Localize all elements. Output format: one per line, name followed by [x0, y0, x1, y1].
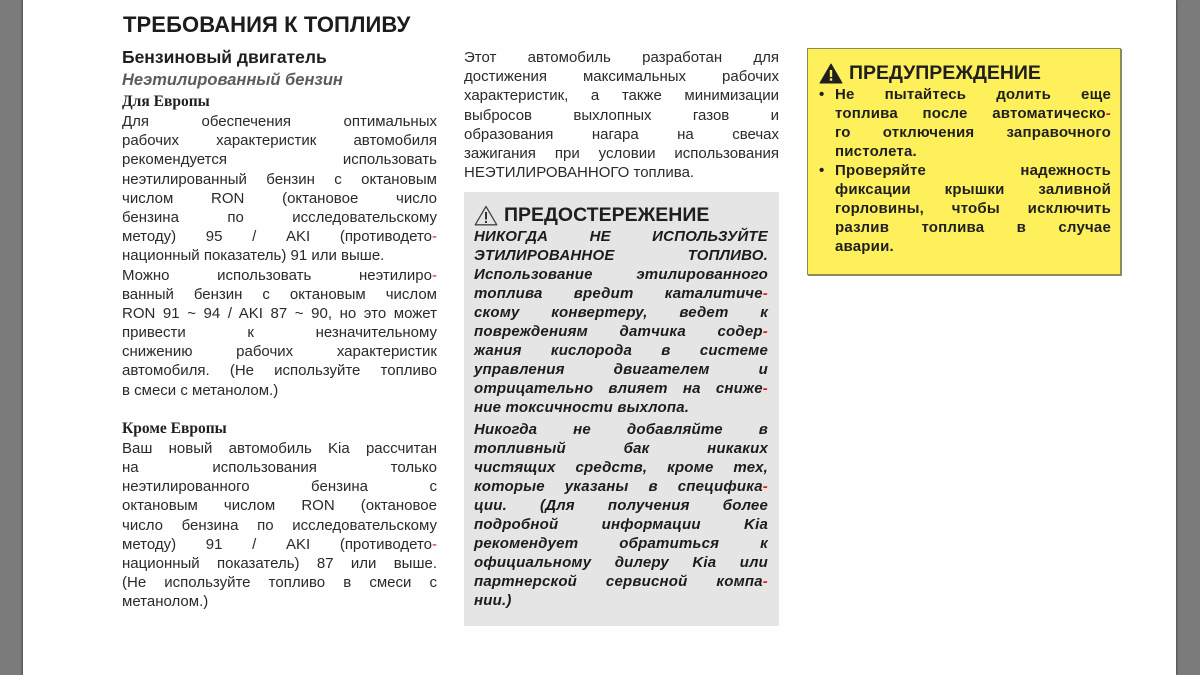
- heading-for-europe: Для Европы: [122, 93, 210, 110]
- caution-title-text: ПРЕДОСТЕРЕЖЕНИЕ: [504, 204, 710, 226]
- text-line: НИКОГДА НЕ ИСПОЛЬЗУЙТЕ: [474, 228, 768, 245]
- text-line: рабочих характеристик автомобиля: [122, 132, 437, 150]
- text-line-hyphenated: методу) 95 / AKI (противодето -: [122, 228, 437, 246]
- text-line: Не пытайтесь долить еще: [835, 86, 1111, 103]
- text-line: Проверяйте надежность: [835, 162, 1111, 179]
- text-line-hyphenated: Можно использовать неэтилиро -: [122, 266, 437, 284]
- intro-paragraph: [464, 48, 779, 182]
- text-line-hyphenated: топлива вредит каталитиче -: [474, 285, 768, 302]
- text-line: топливный бак никаких: [474, 440, 768, 457]
- text-line: в смеси с метанолом.): [122, 381, 279, 399]
- text-line: неэтилированный бензин с октановым: [122, 170, 437, 188]
- europe-paragraph-2: [122, 266, 437, 400]
- text-line: октановым числом RON (октановое: [122, 497, 437, 515]
- text-line: RON 91 ~ 94 / AKI 87 ~ 90, но это может: [122, 304, 437, 322]
- text-line: Этот автомобиль разработан для: [464, 49, 779, 66]
- section-heading-gasoline-engine: Бензиновый двигатель: [122, 47, 327, 67]
- text-line: ции. (Для получения более: [474, 497, 768, 514]
- text-line: число бензина по исследовательскому: [122, 516, 437, 534]
- text-line: горловины, чтобы исключить: [835, 200, 1111, 217]
- text-line: рекомендует обратиться к: [474, 535, 768, 552]
- text-line: нии.): [474, 592, 512, 609]
- text-line: числом RON (октановое число: [122, 189, 437, 207]
- middle-column: [464, 48, 779, 182]
- text-line: выбросов выхлопных газов и: [464, 106, 779, 124]
- caution-paragraph-2: [474, 420, 768, 610]
- text-line: НЕЭТИЛИРОВАННОГО топлива.: [464, 164, 695, 182]
- hyphen-mark: -: [762, 323, 768, 340]
- heading-outside-europe: Кроме Европы: [122, 419, 227, 437]
- warning-title-text: ПРЕДУПРЕЖДЕНИЕ: [849, 62, 1041, 84]
- text-line: официальному дилеру Kia или: [474, 554, 768, 571]
- text-line: разлив топлива в случае: [835, 219, 1111, 236]
- text-line-hyphenated: топлива после автоматическо -: [835, 105, 1111, 122]
- text-line-hyphenated: методу) 91 / AKI (противодето -: [122, 535, 437, 553]
- hyphen-mark: -: [762, 380, 768, 397]
- hyphen-mark: -: [432, 535, 437, 553]
- text-line: автомобиля. (Не используйте топливо: [122, 362, 437, 380]
- subheading-unleaded-gasoline: Неэтилированный бензин: [122, 71, 343, 89]
- text-line: Ваш новый автомобиль Kia рассчитан: [122, 439, 437, 457]
- text-line-hyphenated: которые указаны в специфика -: [474, 478, 768, 495]
- text-line: Использование этилированного: [474, 266, 768, 283]
- left-column: [122, 46, 437, 612]
- text-line: фиксации крышки заливной: [835, 181, 1111, 198]
- text-line: рекомендуется использовать: [122, 151, 437, 169]
- bullet-dot: •: [819, 86, 825, 103]
- caution-box: [464, 192, 779, 626]
- text-line: ЭТИЛИРОВАННОЕ ТОПЛИВО.: [474, 247, 768, 264]
- text-line: чистящих средств, кроме тех,: [474, 459, 768, 476]
- caution-title: [474, 203, 768, 227]
- text-line: подробной информации Kia: [474, 516, 768, 533]
- text-line: снижению рабочих характеристик: [122, 343, 437, 361]
- hyphen-mark: -: [1105, 105, 1111, 122]
- text-line: го отключения заправочного: [835, 124, 1111, 141]
- bullet-dot: •: [819, 162, 825, 179]
- text-line: неэтилированного бензина с: [122, 478, 437, 496]
- text-line-hyphenated: отрицательно влияет на сниже -: [474, 380, 768, 397]
- text-line: достижения максимальных рабочих: [464, 68, 779, 86]
- hyphen-mark: -: [432, 266, 437, 284]
- text-line: пистолета.: [835, 143, 917, 160]
- text-line: бензина по исследовательскому: [122, 208, 437, 226]
- text-line: национный показатель) 87 или выше.: [122, 554, 437, 572]
- hyphen-mark: -: [762, 478, 768, 495]
- text-line: на использования только: [122, 459, 437, 476]
- text-line: ние токсичности выхлопа.: [474, 399, 690, 416]
- text-line: скому конвертеру, ведет к: [474, 304, 768, 321]
- text-line: управления двигателем и: [474, 361, 768, 378]
- warning-triangle-outline-icon: [474, 205, 498, 226]
- warning-bullet-2: [819, 161, 1111, 256]
- non-europe-paragraph: [122, 439, 437, 612]
- text-line-hyphenated: повреждениям датчика содер -: [474, 323, 768, 340]
- hyphen-mark: -: [762, 285, 768, 302]
- text-line: жания кислорода в системе: [474, 342, 768, 359]
- hyphen-mark: -: [762, 573, 768, 590]
- hyphen-mark: -: [432, 228, 437, 246]
- page-title: ТРЕБОВАНИЯ К ТОПЛИВУ: [123, 12, 411, 37]
- text-line-hyphenated: партнерской сервисной компа -: [474, 573, 768, 590]
- warning-title: [819, 61, 1111, 85]
- warning-bullet-1: [819, 85, 1111, 161]
- warning-triangle-filled-icon: [819, 63, 843, 84]
- text-line: аварии.: [835, 238, 894, 255]
- text-line: характеристик, а также минимизации: [464, 87, 779, 105]
- europe-paragraph-1: [122, 112, 437, 266]
- caution-paragraph-1: [474, 227, 768, 417]
- text-line: национный показатель) 91 или выше.: [122, 247, 385, 265]
- text-line: метанолом.): [122, 593, 209, 611]
- text-line: (Не используйте топливо в смеси с: [122, 574, 437, 592]
- text-line: зажигания при условии использования: [464, 144, 779, 162]
- text-line: привести к незначительному: [122, 324, 437, 342]
- text-line: ванный бензин с октановым числом: [122, 285, 437, 303]
- warning-box: [807, 48, 1121, 275]
- document-page: [23, 0, 1176, 675]
- text-line: образования нагара на свечах: [464, 125, 779, 143]
- text-line: Для обеспечения оптимальных: [122, 113, 437, 130]
- text-line: Никогда не добавляйте в: [474, 421, 768, 438]
